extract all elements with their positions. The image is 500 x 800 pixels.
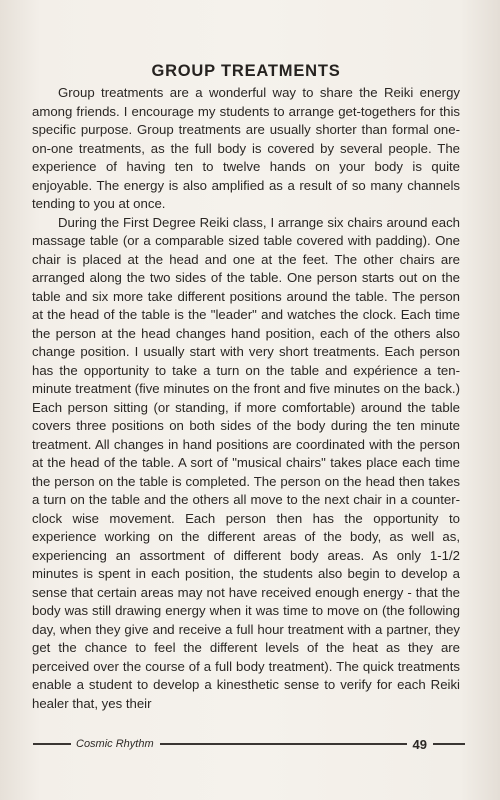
paragraph-2: During the First Degree Reiki class, I arrange six chairs around each massage table (or a comparable sized table covered with padding). One chair is placed at the head and one at the feet. The other chairs are arranged along the two sides of the table. One person starts out on the table and six more take different positions around the table. The person at the head of the table is the "leader" and watches the clock. Each time the person at the head changes hand position, each of the others also change position. I usually start with very short treatments. Each person has the opportunity to take a turn on the table and expérience a ten-minute treatment (five minutes on the front and five minutes on the back.) Each person sitting (or standing, if more comfortable) around the table covers three positions on both sides of the body during the ten minute treatment. All changes in hand positions are coordinated with the person at the head of the table. A sort of "musical chairs" takes place each time the person on the table is completed. The person on the head then takes a turn on the table and the others all move to the next chair in a counter-clock wise movement. Each person then has the opportunity to experience working on the different areas of the body, as well as, experiencing an assortment of different body areas. As only 1-1/2 minutes is spent in each position, the students also begin to develop a sense that certain areas may not have received enough energy - that the body was still drawing energy when it was time to move on (the following day, when they give and receive a full hour treatment with a partner, they get the chance to feel the different levels of the heat as they are perceived over the course of a full body treatment). The quick treatments enable a student to develop a kinesthetic sense to verify for each Reiki healer that, yes their <box>32 214 460 711</box>
article-body <box>32 62 460 713</box>
footer-rule-middle <box>160 743 407 745</box>
journal-name: Cosmic Rhythm <box>76 738 154 750</box>
paragraph-1: Group treatments are a wonderful way to share the Reiki energy among friends. I encourage my students to arrange get-togethers for this specific purpose. Group treatments are usually shorter than formal one-on-one treatments, as the full body is covered by several people. The experience of having ten to twelve hands on your body is quite enjoyable. The energy is also amplified as a result of so many channels tending to you at once. <box>32 85 460 211</box>
footer-rule-right <box>433 743 465 745</box>
footer-rule-left <box>33 743 71 745</box>
page-footer <box>33 736 465 752</box>
page-number: 49 <box>412 736 427 752</box>
article-title: GROUP TREATMENTS <box>151 62 341 80</box>
